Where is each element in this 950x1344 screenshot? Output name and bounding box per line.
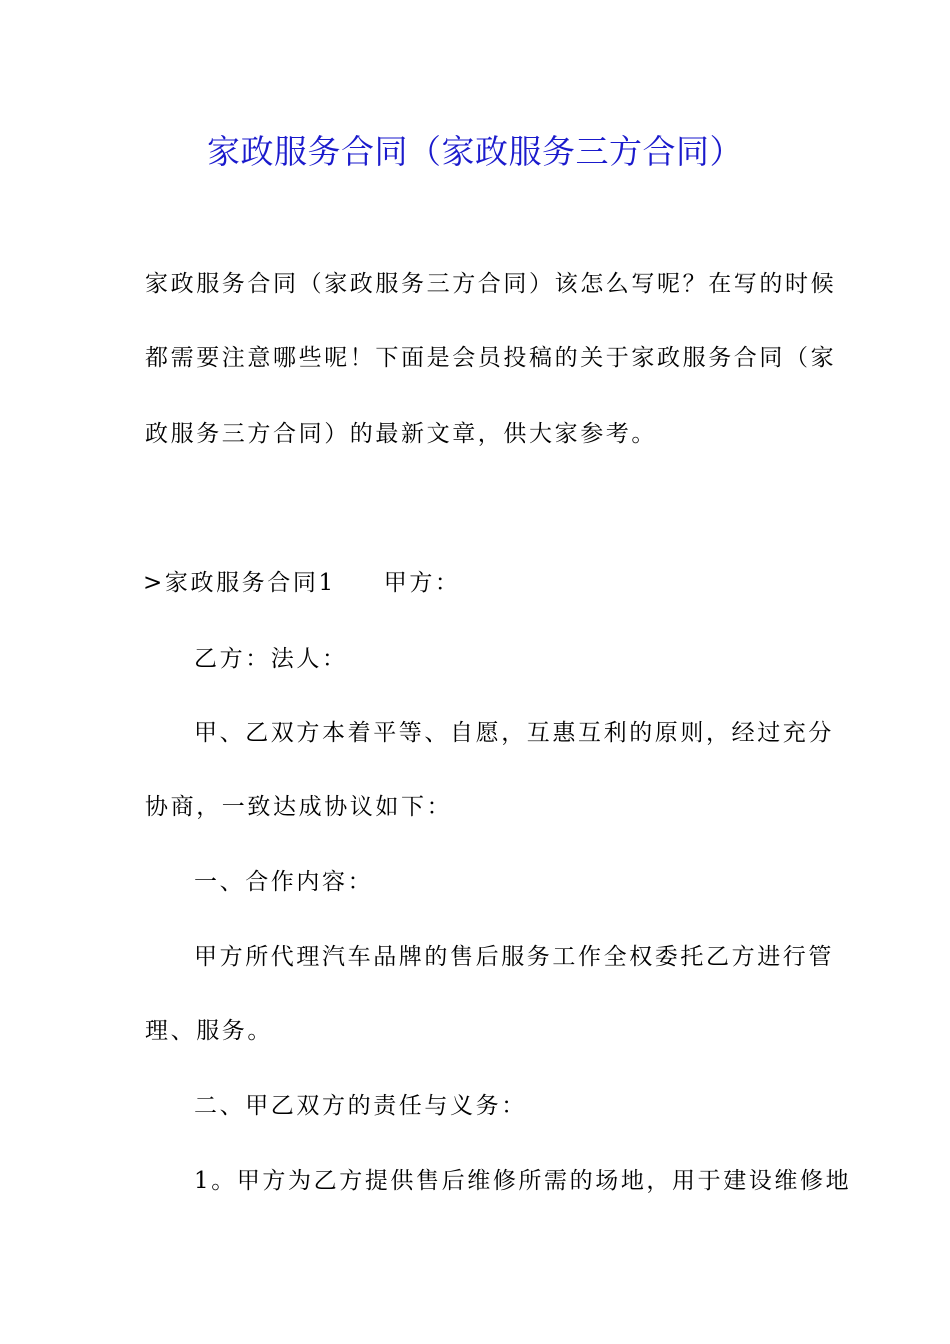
body-line-5: 1。甲方为乙方提供售后维修所需的场地，用于建设维修地 [194,1168,852,1194]
body-line-4: 理、服务。 [145,1018,273,1044]
party-b-label: 乙方：法人： [194,646,348,672]
section-heading-1: 一、合作内容： [194,869,374,895]
body-line-1: 甲、乙双方本着平等、自愿，互惠互利的原则，经过充分 [194,720,834,746]
intro-line-2: 都需要注意哪些呢！下面是会员投稿的关于家政服务合同（家 [145,345,837,371]
intro-line-1: 家政服务合同（家政服务三方合同）该怎么写呢？在写的时候 [145,271,837,297]
party-a-label: 甲方： [383,570,461,596]
section-heading-2: 二、甲乙双方的责任与义务： [194,1093,527,1119]
contract-heading-line [143,566,461,600]
contract-heading: >家政服务合同1 [143,570,336,596]
body-line-2: 协商，一致达成协议如下： [145,794,453,820]
body-line-3: 甲方所代理汽车品牌的售后服务工作全权委托乙方进行管 [194,944,834,970]
intro-line-3: 政服务三方合同）的最新文章，供大家参考。 [145,421,657,447]
document-title: 家政服务合同（家政服务三方合同） [207,132,743,171]
